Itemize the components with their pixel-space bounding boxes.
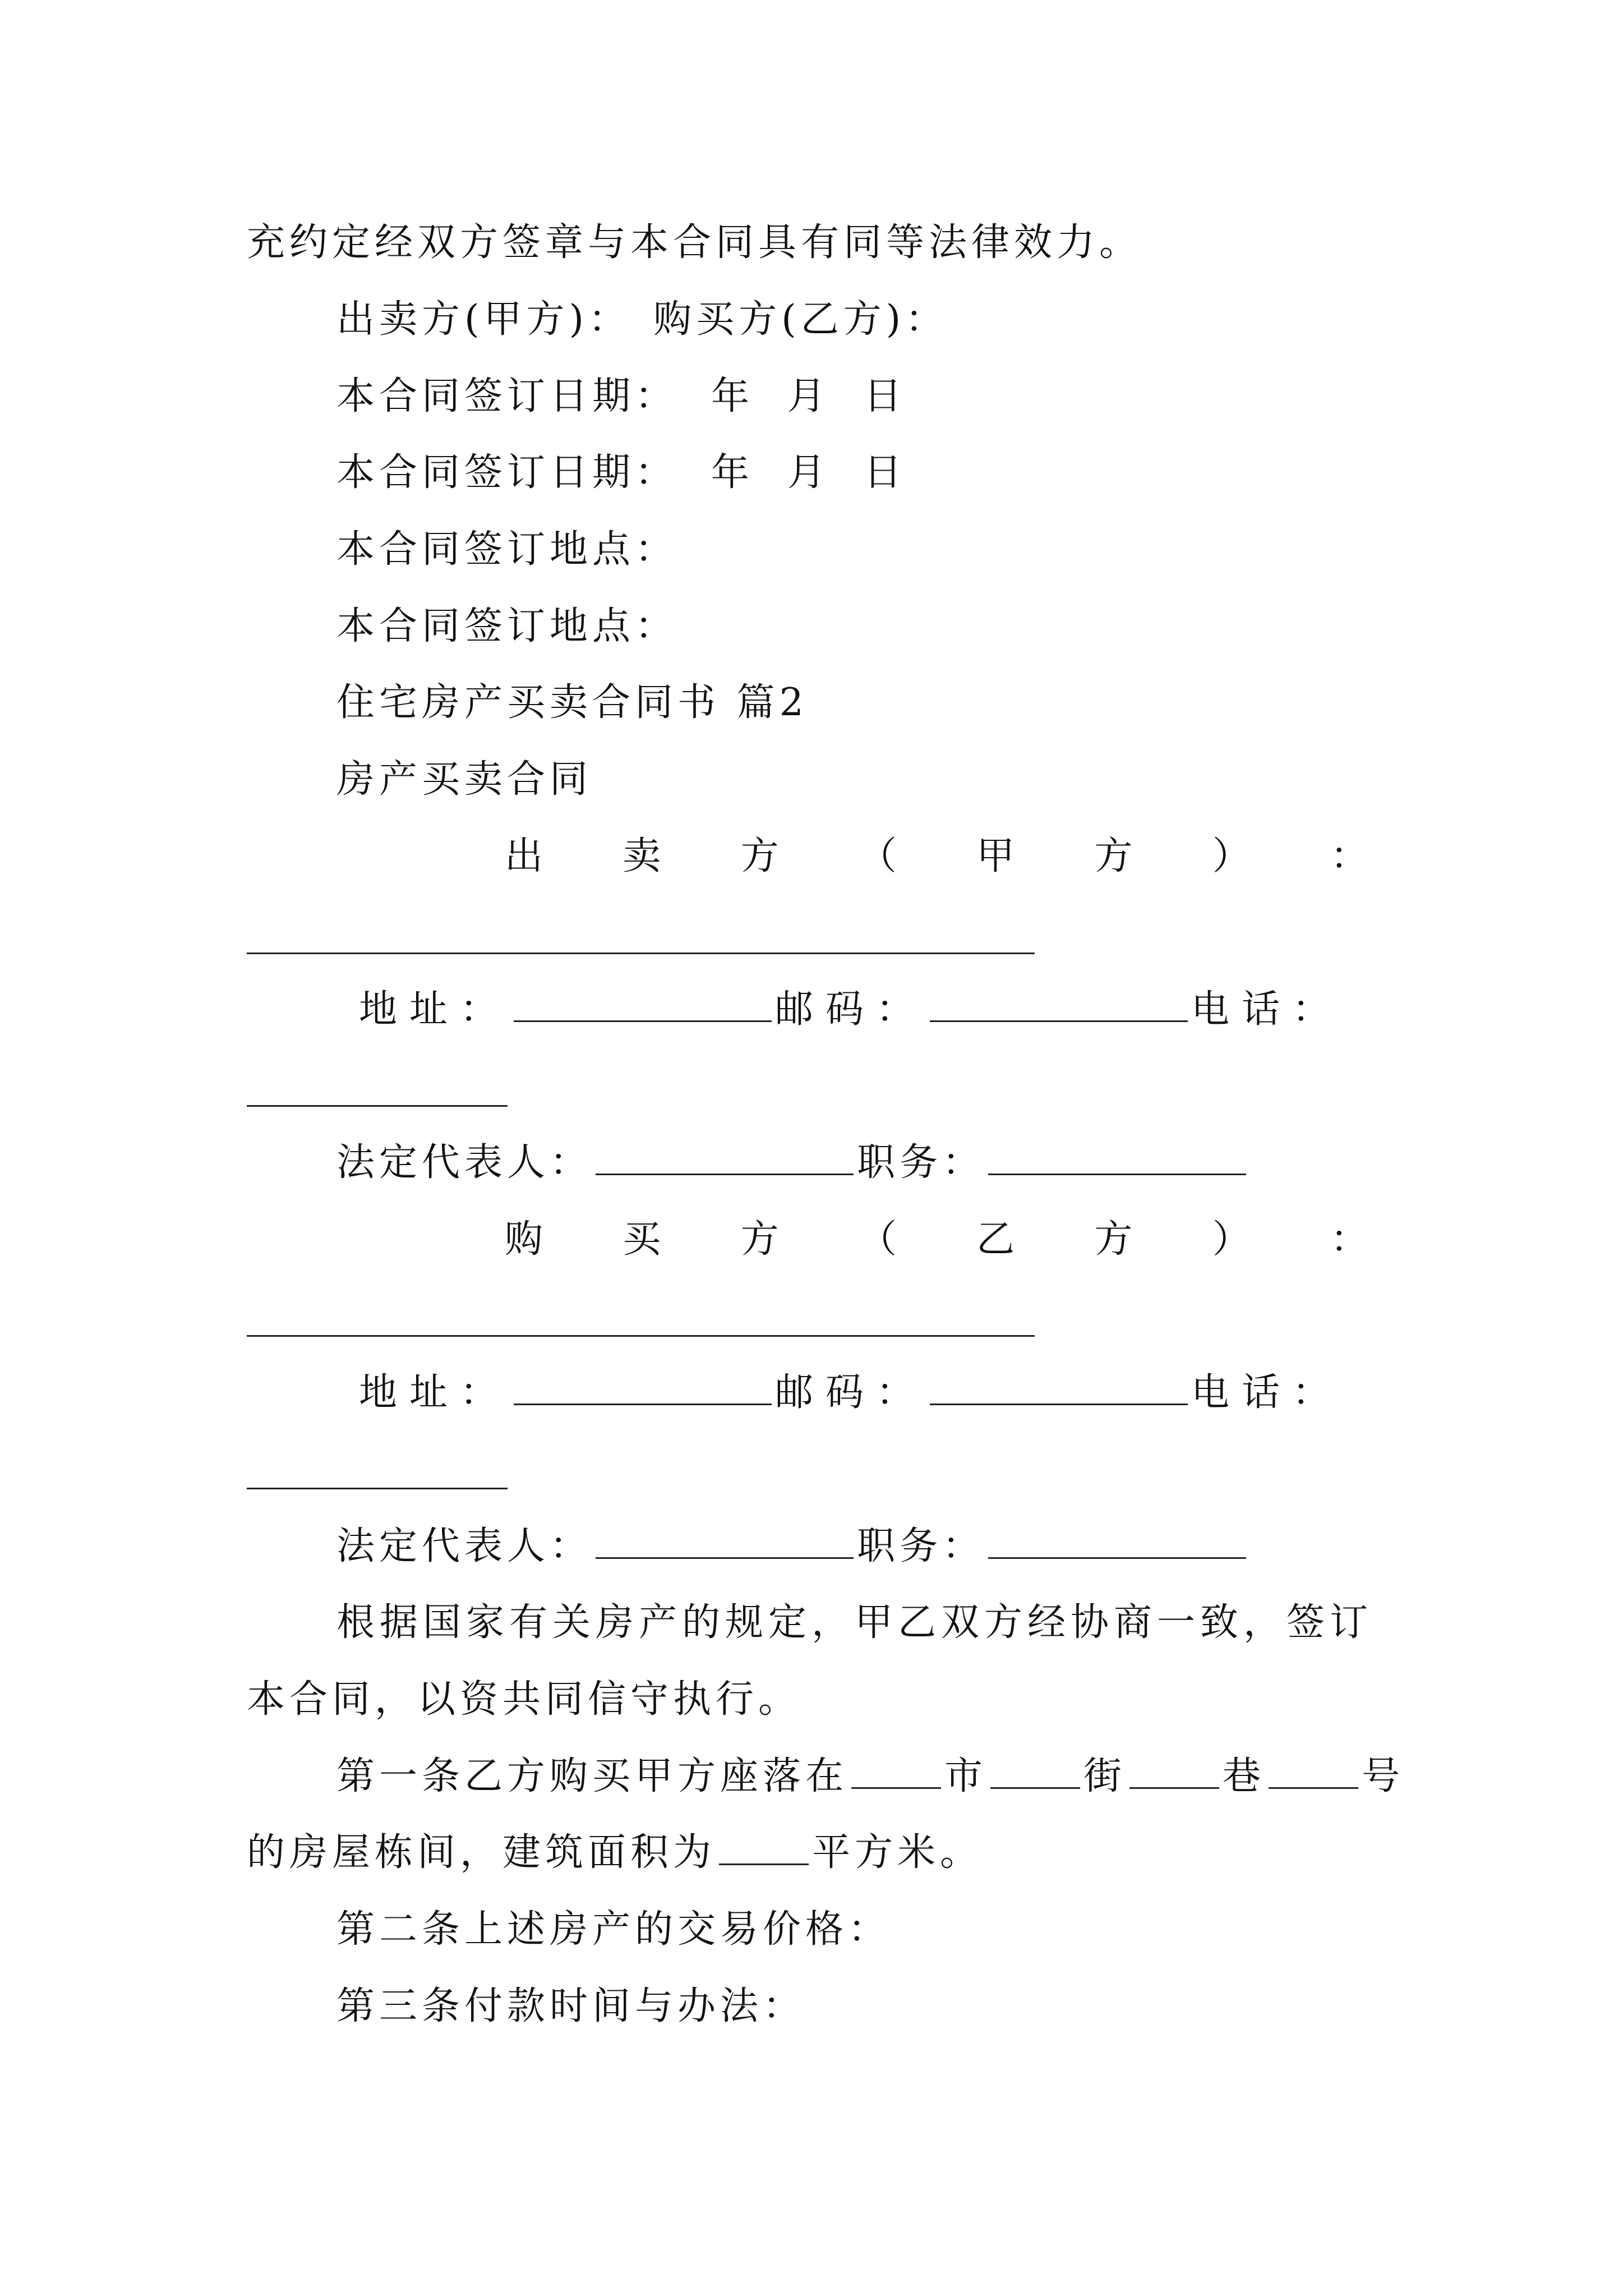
sign-date-label: 本合同签订日期： [336, 374, 678, 418]
buyer-position-label: 职务： [857, 1524, 985, 1568]
lane-label: 巷 [1223, 1754, 1266, 1798]
buyer-address-label: 地址： [359, 1370, 511, 1415]
area-unit-label: 平方米。 [812, 1830, 983, 1875]
number-label: 号 [1362, 1754, 1405, 1798]
sign-place-label: 本合同签订地点： [336, 604, 678, 648]
buyer-title-char: 方 [1094, 1217, 1133, 1262]
day-label: 日 [864, 450, 907, 495]
year-label: 年 [711, 450, 754, 495]
buyer-representative-blank[interactable] [596, 1524, 854, 1559]
buyer-title-char: 方 [740, 1217, 779, 1262]
section-heading [336, 678, 808, 728]
day-label: 日 [864, 374, 907, 418]
signature-parties-line [336, 295, 948, 345]
seller-representative-blank[interactable] [596, 1140, 854, 1175]
buyer-phone-label: 电话： [1191, 1370, 1343, 1415]
buyer-name-blank[interactable] [247, 1335, 1035, 1337]
city-blank[interactable] [851, 1754, 941, 1789]
contract-title [336, 754, 592, 805]
article-one-line [247, 1828, 983, 1878]
buyer-party-label: 购买方(乙方)： [653, 297, 948, 342]
text-line [247, 218, 1142, 268]
seller-phone-blank[interactable] [247, 1105, 508, 1107]
seller-name-blank[interactable] [247, 953, 1035, 954]
buyer-title-char: 购 [505, 1217, 543, 1262]
seller-title-char: （ [858, 834, 897, 878]
paragraph-line [336, 1598, 1373, 1648]
contract-clause-text: 充约定经双方签章与本合同具有同等法律效力。 [247, 220, 1142, 265]
seller-rep-line [336, 1138, 1249, 1188]
seller-contact-line [359, 984, 1343, 1035]
buyer-title-line [505, 1214, 1368, 1265]
seller-title-char: ） [1212, 834, 1251, 878]
seller-party-label: 出卖方(甲方)： [336, 297, 631, 342]
sign-place-line [336, 601, 677, 652]
buyer-title-char: ） [1212, 1217, 1251, 1262]
article-one-line [336, 1751, 1404, 1802]
paragraph-text: 本合同，以资共同信守执行。 [247, 1677, 801, 1722]
seller-phone-label: 电话： [1191, 987, 1343, 1032]
article-two-text: 第二条上述房产的交易价格： [336, 1907, 891, 1952]
paragraph-text: 根据国家有关房产的规定，甲乙双方经协商一致，签订 [336, 1600, 1373, 1645]
section-title: 住宅房产买卖合同书 篇2 [336, 680, 808, 725]
seller-address-label: 地址： [359, 987, 511, 1032]
street-blank[interactable] [990, 1754, 1080, 1789]
buyer-representative-label: 法定代表人： [336, 1524, 593, 1568]
sign-place-line [336, 524, 677, 575]
lane-blank[interactable] [1129, 1754, 1219, 1789]
seller-representative-label: 法定代表人： [336, 1140, 593, 1185]
seller-title-char: 出 [505, 834, 543, 878]
buyer-title-char: 买 [623, 1217, 661, 1262]
sign-date-line [336, 448, 906, 498]
buyer-rep-line [336, 1521, 1249, 1572]
city-label: 市 [944, 1754, 988, 1798]
seller-title-char: 卖 [623, 834, 661, 878]
buyer-title-char: 乙 [976, 1217, 1015, 1262]
area-blank[interactable] [719, 1830, 809, 1865]
seller-title-char: 甲 [976, 834, 1015, 878]
number-blank[interactable] [1269, 1754, 1358, 1789]
seller-title-char: 方 [740, 834, 779, 878]
buyer-phone-blank[interactable] [247, 1488, 508, 1489]
seller-zip-blank[interactable] [930, 987, 1188, 1022]
seller-title-char: ： [1330, 834, 1368, 878]
buyer-title-char: （ [858, 1217, 897, 1262]
buyer-zip-blank[interactable] [930, 1370, 1188, 1405]
article-two-line [336, 1904, 891, 1955]
article-one-text: 第一条乙方购买甲方座落在 [336, 1754, 849, 1798]
seller-position-label: 职务： [857, 1140, 985, 1185]
seller-title-line [505, 831, 1368, 882]
seller-zip-label: 邮码： [775, 987, 927, 1032]
article-three-line [336, 1981, 805, 2032]
sign-date-line [336, 371, 906, 422]
sign-place-label: 本合同签订地点： [336, 527, 678, 572]
paragraph-line [247, 1674, 801, 1725]
seller-position-blank[interactable] [988, 1140, 1246, 1175]
street-label: 街 [1083, 1754, 1127, 1798]
month-label: 月 [787, 450, 831, 495]
year-label: 年 [711, 374, 754, 418]
article-three-text: 第三条付款时间与办法： [336, 1984, 806, 2028]
buyer-title-char: ： [1330, 1217, 1368, 1262]
seller-title-char: 方 [1094, 834, 1133, 878]
contract-title-text: 房产买卖合同 [336, 757, 593, 802]
seller-address-blank[interactable] [514, 987, 772, 1022]
article-one-text: 的房屋栋间，建筑面积为 [247, 1830, 716, 1875]
buyer-address-blank[interactable] [514, 1370, 772, 1405]
sign-date-label: 本合同签订日期： [336, 450, 678, 495]
buyer-position-blank[interactable] [988, 1524, 1246, 1559]
buyer-zip-label: 邮码： [775, 1370, 927, 1415]
month-label: 月 [787, 374, 831, 418]
buyer-contact-line [359, 1368, 1343, 1418]
